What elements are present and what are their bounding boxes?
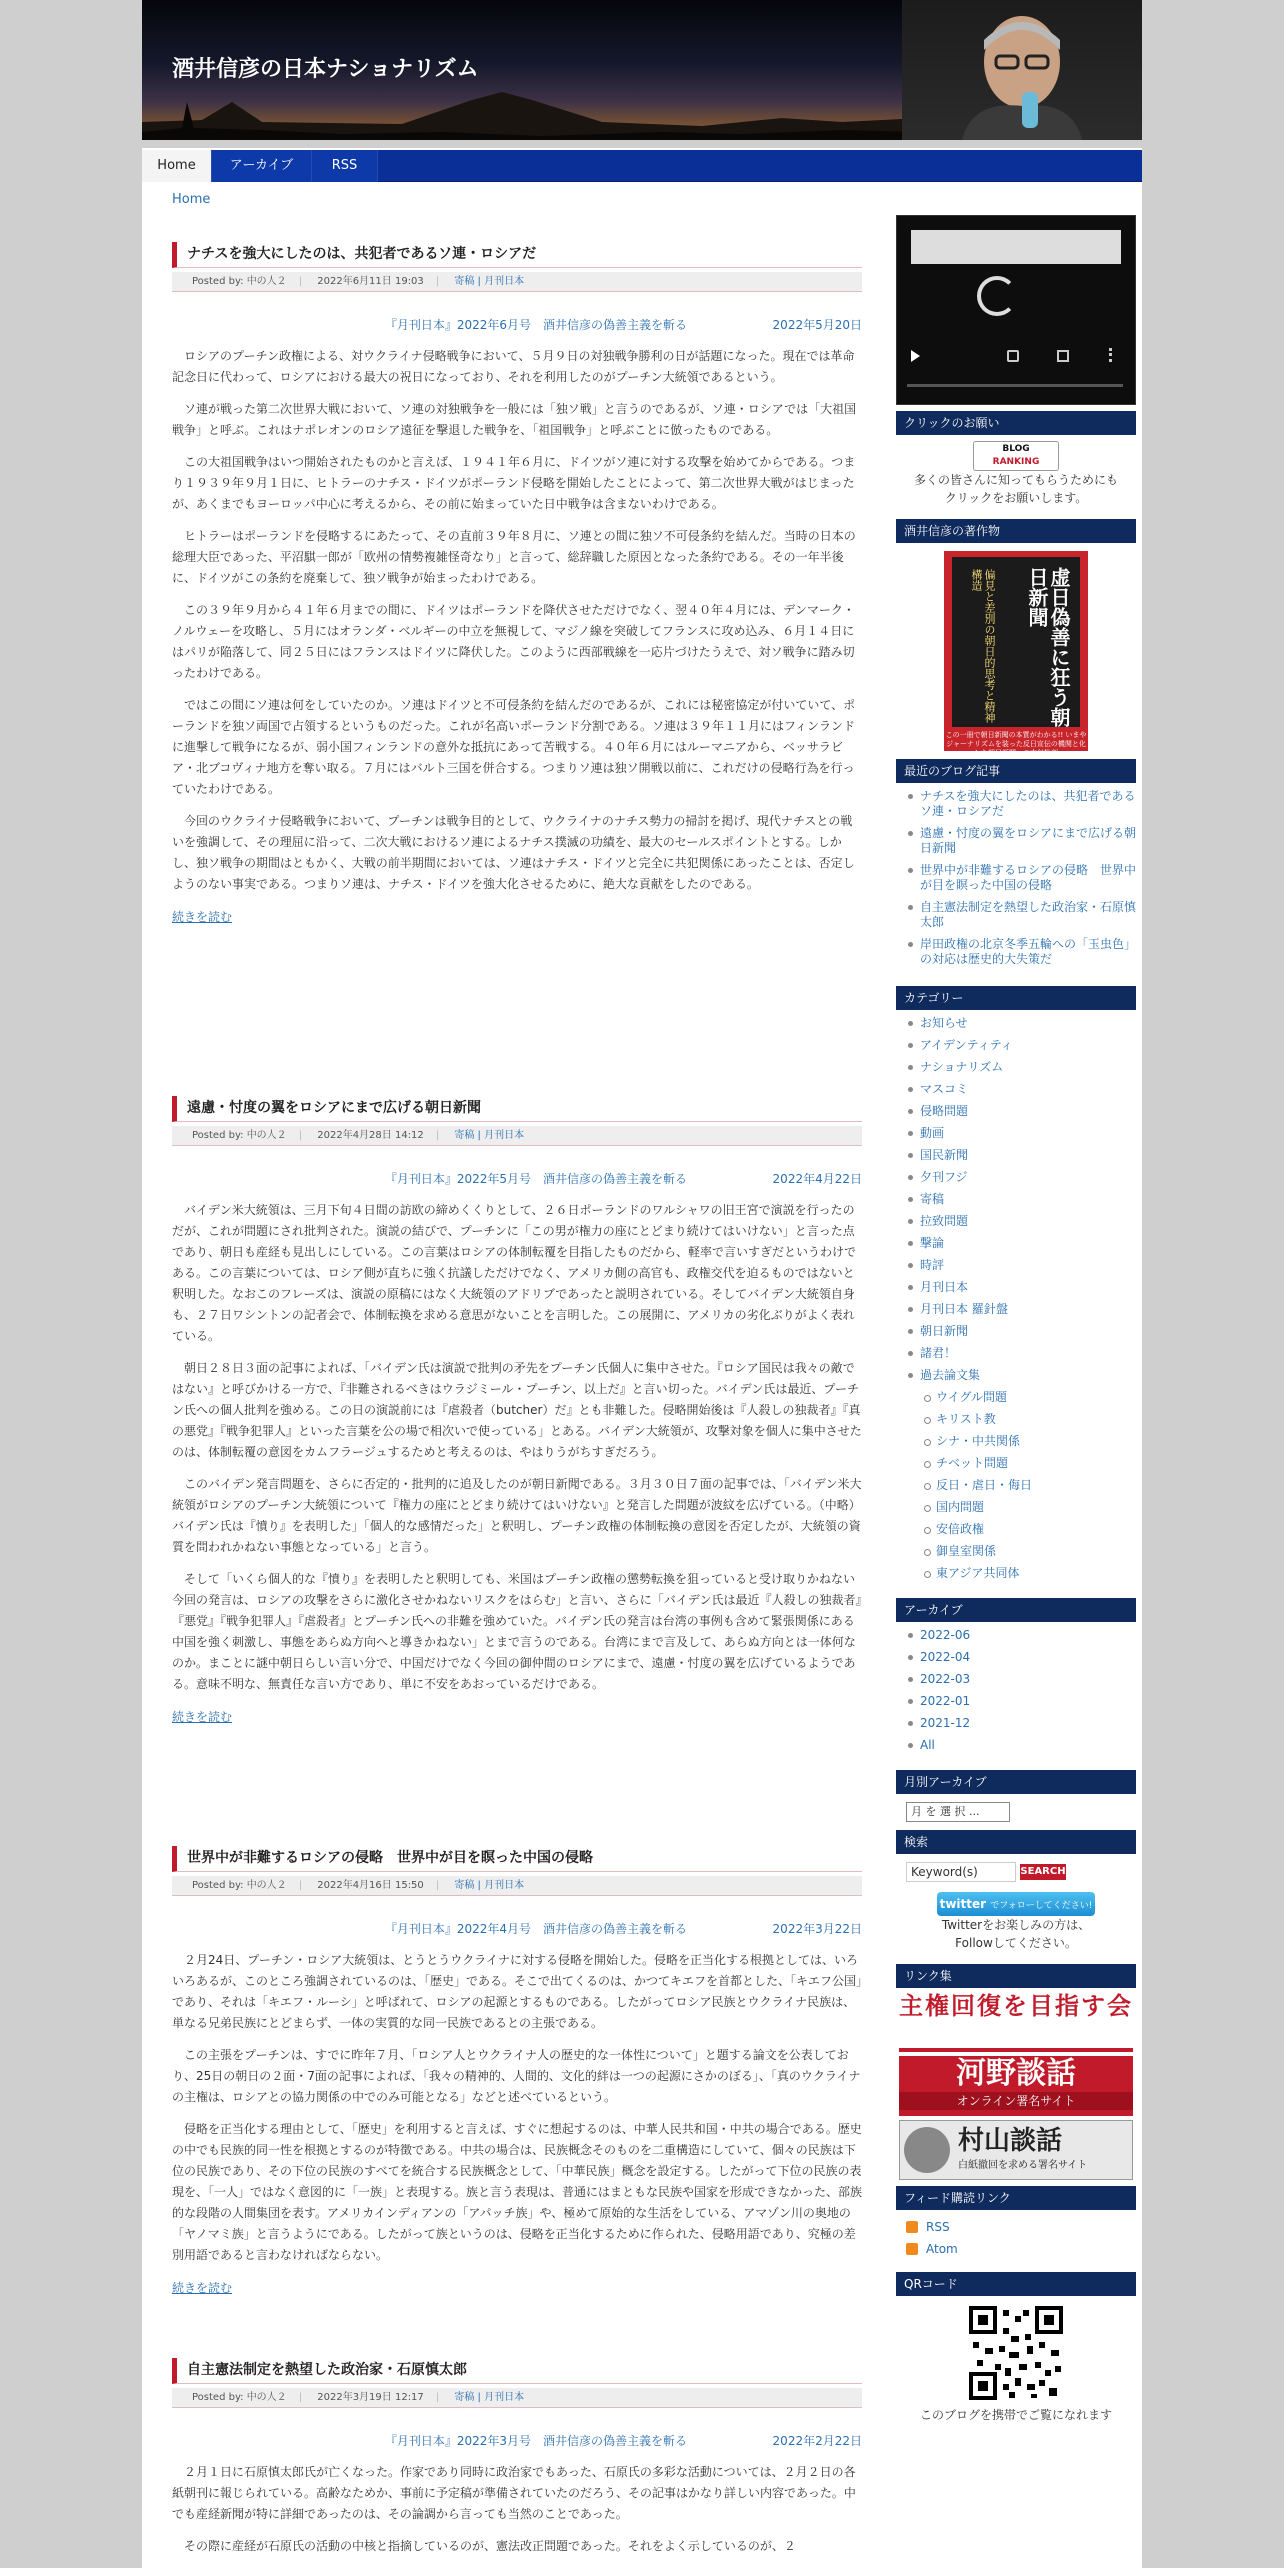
qr-code <box>969 2306 1063 2400</box>
paragraph: そして「いくら個人的な『憤り』を表明したと釈明しても、米国はプーチン政権の懲勢転換を狙っていると受け取りかねない今回の発言は、ロシアの攻撃をさらに激化させかねないリスクをはらむ」と言い、さらに「バイデン氏は最近『人殺しの独裁者』『悪党』『戦争犯罪人』『虐殺者』とプーチン氏への非難を強めていた。バイデン氏の発言は台湾の事例も含めて緊張関係にある中国を強く刺激し、事態をあらぬ方向へと導きかねない」とまで言うのである。台湾にまで言及して、あらぬ方向とは一体何なのか。まことに謎中朝日らしい言い分で、中国だけでなく今回の御仲間のロシアにまで、遠慮・忖度の翼を広げているようである。意味不明な、無責任な言い方であり、単に不安をあおっているだけである。 <box>172 1572 862 1691</box>
post-reference <box>172 1920 862 1936</box>
reference-title: 『月刊日本』2022年4月号 酒井信彦の偽善主義を斬る <box>384 1922 687 1936</box>
rss-icon <box>906 2221 918 2233</box>
paragraph: ヒトラーはポーランドを侵略するにあたって、その直前３９年８月に、ソ連との間に独ソ不可侵条約を結んだ。当時の日本の総理大臣であった、平沼騏一郎が「欧州の情勢複雑怪奇なり」と言って、総辞職した原因となった条約である。その一年半後に、ドイツがこの条約を廃棄して、独ソ戦争が始まったわけである。 <box>172 529 856 585</box>
post-body <box>172 1950 862 2266</box>
recent-post-link[interactable]: ナチスを強大にしたのは、共犯者であるソ連・ロシアだ <box>906 789 1136 819</box>
widget-title-category: カテゴリー <box>896 986 1136 1010</box>
paragraph: この３９年９月から４１年６月までの間に、ドイツはポーランドを降伏させただけでなく、翌４０年４月には、デンマーク・ノルウェーを攻略し、５月にはオランダ・ベルギーの中立を無視して、マジノ線を突破してフランスに攻め込み、６月１４日にはパリが陥落して、同２５日にはフランスはドイツに降伏した。このように西部戦線を一応片づけたうえで、対ソ戦争に踏み切ったわけである。 <box>172 603 855 680</box>
reference-date: 2022年2月22日 <box>772 2434 862 2448</box>
twitter-button-small: でフォローしてください! <box>990 1901 1093 1911</box>
recent-posts-list <box>896 783 1136 980</box>
reference-title: 『月刊日本』2022年3月号 酒井信彦の偽善主義を斬る <box>384 2434 687 2448</box>
reference-date: 2022年4月22日 <box>772 1172 862 1186</box>
category-link[interactable]: 国民新聞 <box>906 1148 1136 1162</box>
post-meta: Posted by: 中の人２ | 2022年4月28日 14:12 | 寄稿 | 月刊日本 <box>172 1126 862 1146</box>
archive-link[interactable]: 2022-03 <box>906 1672 1136 1686</box>
post-title[interactable]: 世界中が非難するロシアの侵略 世界中が目を瞑った中国の侵略 <box>172 1846 862 1872</box>
widget-title-qr: QRコード <box>896 2272 1136 2296</box>
post-author: Posted by: 中の人２ <box>192 276 287 287</box>
category-link[interactable]: 月刊日本 <box>906 1280 1136 1294</box>
paragraph: ２月24日、プーチン・ロシア大統領は、とうとうウクライナに対する侵略を開始した。侵略を正当化する根拠としては、いろいろあるが、このところ強調されているのは、「歴史」である。そこで出てくるのは、かつてキエフを首都とした、「キエフ公国」であり、それは「キエフ・ルーシ」と呼ばれて、ロシアの起源とするものである。したがってロシア民族とウクライナ民族は、単なる兄弟民族にとどまらず、一体の実質的な同一民族であるとの主張である。 <box>172 1953 863 2030</box>
widget-title-recent: 最近のブログ記事 <box>896 759 1136 783</box>
banner-murayama-text: 村山談話 <box>958 2126 1063 2156</box>
category-link[interactable]: 侵略問題 <box>906 1104 1136 1118</box>
post <box>172 2358 862 2568</box>
post-author: Posted by: 中の人２ <box>192 2392 287 2403</box>
read-more-link[interactable]: 続きを読む <box>172 910 233 924</box>
subcategory-link[interactable]: 御皇室関係 <box>906 1544 1136 1558</box>
post <box>172 1846 862 2296</box>
subcategory-link[interactable]: 国内問題 <box>906 1500 1136 1514</box>
category-link[interactable]: 拉致問題 <box>906 1214 1136 1228</box>
click-widget <box>896 435 1136 513</box>
recent-post-link[interactable]: 遠慮・忖度の翼をロシアにまで広げる朝日新聞 <box>906 826 1136 856</box>
paragraph: ではこの間にソ連は何をしていたのか。ソ連はドイツと不可侵条約を結んだのであるが、これには秘密協定が付いていて、ポーランドを独ソ両国で占領するというものだった。これが名高いポーランド分割である。ソ連は３９年１１月にはフィンランドに進撃して戦争になるが、弱小国フィンランドの意外な抵抗にあって苦戦する。４０年６月にはルーマニアから、ベッサラビア・北ブコヴィナ地方を奪い取る。７月にはバルト三国を併合する。つまりソ連は独ソ開戦以前に、これだけの侵略行為を行っていたわけである。 <box>172 698 856 796</box>
archive-link[interactable]: 2022-06 <box>906 1628 1136 1642</box>
paragraph: ロシアのプーチン政権による、対ウクライナ侵略戦争において、５月９日の対独戦争勝利の日が話題になった。現在では革命記念日に代わって、ロシアにおける最大の祝日になっており、それを利用したのがプーチン大統領であるという。 <box>172 349 855 384</box>
book-cover-panel <box>952 557 1080 727</box>
category-link[interactable]: 朝日新聞 <box>906 1324 1136 1338</box>
tab-archive[interactable]: アーカイブ <box>212 150 312 182</box>
skyline-illustration <box>142 82 922 140</box>
subcategory-link[interactable]: キリスト教 <box>906 1412 1136 1426</box>
qr-text: このブログを携帯でご覧になれます <box>919 2408 1112 2422</box>
post-reference <box>172 2432 862 2448</box>
post-date: 2022年6月11日 19:03 <box>317 276 424 287</box>
category-list <box>896 1010 1136 1592</box>
post-category-link[interactable]: 寄稿 | 月刊日本 <box>454 1880 525 1891</box>
subcategory-link[interactable]: 東アジア共同体 <box>906 1566 1136 1580</box>
category-link[interactable]: 撃論 <box>906 1236 1136 1250</box>
monthly-archive-select[interactable]: 月 を 選 択 ... <box>906 1802 1010 1822</box>
post <box>172 242 862 925</box>
loading-spinner-icon <box>977 276 1017 316</box>
tab-rss[interactable]: RSS <box>312 150 378 182</box>
reference-title: 『月刊日本』2022年5月号 酒井信彦の偽善主義を斬る <box>384 1172 687 1186</box>
paragraph: この主張をプーチンは、すでに昨年７月、「ロシア人とウクライナ人の歴史的な一体性について」と題する論文を公表しており、25日の朝日の２面・7面の記事によれば、「我々の精神的、人間的、文化的絆は一つの起源にさかのぼる」、「真のウクライナの主権は、ロシアとの協力関係の中でのみ可能となる」などと述べているという。 <box>172 2048 861 2104</box>
banner-shuken-text: 主権回復を目指す会 <box>899 1992 1133 2020</box>
click-text-2: クリックをお願いします。 <box>944 491 1088 505</box>
archive-link[interactable]: 2022-01 <box>906 1694 1136 1708</box>
widget-title-books: 酒井信彦の著作物 <box>896 519 1136 543</box>
category-link[interactable]: ナショナリズム <box>906 1060 1136 1074</box>
video-progress-bar[interactable] <box>907 384 1123 387</box>
post-meta: Posted by: 中の人２ | 2022年4月16日 15:50 | 寄稿 | 月刊日本 <box>172 1876 862 1896</box>
category-link[interactable]: 動画 <box>906 1126 1136 1140</box>
badge-line2: RANKING <box>992 457 1040 467</box>
category-link[interactable]: 諸君！ <box>906 1346 1136 1360</box>
video-player[interactable] <box>896 215 1136 405</box>
banner-murayama-sub: 白紙撤回を求める署名サイト <box>958 2160 1088 2171</box>
archive-link[interactable]: 2021-12 <box>906 1716 1136 1730</box>
page <box>142 0 1142 2568</box>
video-frame <box>911 230 1121 264</box>
reference-date: 2022年5月20日 <box>772 318 862 332</box>
feed-atom-label: Atom <box>926 2242 958 2256</box>
murayama-portrait <box>904 2127 950 2173</box>
widget-title-monthly: 月別アーカイブ <box>896 1770 1136 1794</box>
category-link[interactable]: 月刊日本 羅針盤 <box>906 1302 1136 1316</box>
post-category-link[interactable]: 寄稿 | 月刊日本 <box>454 2392 525 2403</box>
widget-title-links: リンク集 <box>896 1964 1136 1988</box>
reference-title: 『月刊日本』2022年6月号 酒井信彦の偽善主義を斬る <box>384 318 687 332</box>
banner-kono-text: 河野談話 <box>956 2056 1076 2091</box>
subcategory-link[interactable]: 反日・虐日・侮日 <box>906 1478 1136 1492</box>
recent-post-link[interactable]: 世界中が非難するロシアの侵略 世界中が目を瞑った中国の侵略 <box>906 863 1136 893</box>
twitter-widget <box>896 1886 1136 1958</box>
post-author: Posted by: 中の人２ <box>192 1130 287 1141</box>
category-link[interactable]: 夕刊フジ <box>906 1170 1136 1184</box>
post-title[interactable]: 自主憲法制定を熱望した政治家・石原慎太郎 <box>172 2358 862 2384</box>
paragraph: ソ連が戦った第二次世界大戦において、ソ連の対独戦争を一般には「独ソ戦」と言うのであるが、ソ連・ロシアでは「大祖国戦争」と呼ぶ。これはナポレオンのロシア遠征を撃退した戦争を、「祖国戦争」と呼ぶことに倣ったものである。 <box>172 402 857 437</box>
twitter-text-1: Twitterをお楽しみの方は、 <box>941 1918 1091 1932</box>
post-category-link[interactable]: 寄稿 | 月刊日本 <box>454 276 525 287</box>
post-reference <box>172 1170 862 1186</box>
click-text-1: 多くの皆さんに知ってもらうためにも <box>913 473 1118 487</box>
banner-kono-sub: オンライン署名サイト <box>899 2092 1133 2110</box>
atom-feed-icon <box>906 2243 918 2255</box>
widget-title-click: クリックのお願い <box>896 411 1136 435</box>
paragraph: その際に産経が石原氏の活動の中核と指摘しているのが、憲法改正問題であった。それをよく示しているのが、２ <box>184 2539 796 2553</box>
paragraph: 朝日２８日３面の記事によれば、「バイデン氏は演説で批判の矛先をプーチン氏個人に集中させた。『ロシア国民は我々の敵ではない』と呼びかける一方で、『非難されるべきはウラジミール・プーチン、以上だ』と言い切った。バイデン氏は最近、プーチン氏への個人批判を強める。この日の演説前には『虐殺者（butcher）だ』とも非難した。侵略開始後は『人殺しの独裁者』『真の悪党』『戦争犯罪人』といった言葉を公の場で相次いで使っている」とある。バイデン大統領が、攻撃対象を個人に集中させたのは、体制転覆の意図をカムフラージュするためと考えるのは、やはりうがちすぎだろう。 <box>172 1361 862 1459</box>
post-title[interactable]: ナチスを強大にしたのは、共犯者であるソ連・ロシアだ <box>172 242 862 268</box>
fullscreen-icon[interactable] <box>1057 350 1069 362</box>
read-more-link[interactable]: 続きを読む <box>172 1710 233 1724</box>
recent-post-link[interactable]: 岸田政権の北京冬季五輪への「玉虫色」の対応は歴史的大失策だ <box>906 937 1136 967</box>
category-link[interactable]: 時評 <box>906 1258 1136 1272</box>
breadcrumb-home[interactable]: Home <box>172 192 211 207</box>
subcategory-link[interactable]: ウイグル問題 <box>906 1390 1136 1404</box>
post-reference <box>172 316 862 332</box>
feed-rss-label: RSS <box>926 2220 950 2234</box>
archive-link[interactable]: All <box>906 1738 1136 1752</box>
subcategory-link[interactable]: シナ・中共関係 <box>906 1434 1136 1448</box>
widget-title-feed: フィード購読リンク <box>896 2186 1136 2210</box>
paragraph: バイデン米大統領は、三月下旬４日間の訪欧の締めくくりとして、２６日ポーランドのワルシャワの旧王宮で演説を行ったのだが、これが問題にされ批判された。演説の結びで、プーチンに「この男が権力の座にとどまり続けてはいけない」と言った点であり、朝日も産経も見出しにしている。この言葉はロシアの体制転覆を目指したものだから、軽率で言いすぎだというわけである。この言葉については、ロシア側が直ちに強く抗議しただけでなく、アメリカ側の高官も、政権交代を迫るものではないと釈明した。なおこのフレーズは、演説の原稿にはなく大統領のアドリブであったと説明されている。そしてバイデン大統領自身も、２７日ワシントンの記者会で、体制転換を求める意思がないことを言明した。この展開に、アメリカの劣化ぶりがよく表れている。 <box>172 1203 857 1343</box>
archive-list <box>896 1622 1136 1764</box>
play-icon[interactable] <box>911 350 920 362</box>
archive-link[interactable]: 2022-04 <box>906 1650 1136 1664</box>
category-link[interactable]: アイデンティティ <box>906 1038 1136 1052</box>
paragraph: ２月１日に石原慎太郎氏が亡くなった。作家であり同時に政治家でもあった、石原氏の多彩な活動については、２月２日の各紙朝刊に報じられている。高齢なためか、事前に予定稿が準備されていたのだろう、その記事はかなり詳しい内容であった。中でも産経新聞が特に詳細であったのは、その論調から言っても当然のことであった。 <box>172 2465 856 2521</box>
volume-icon[interactable] <box>1007 350 1019 362</box>
category-link[interactable]: 過去論文集 <box>906 1368 1136 1382</box>
post-meta: Posted by: 中の人２ | 2022年6月11日 19:03 | 寄稿 | 月刊日本 <box>172 272 862 292</box>
book-subtitle: 偏見と差別の朝日的思考と精神構造 <box>970 569 996 723</box>
twitter-button-label: twitter <box>939 1897 987 1911</box>
feed-atom[interactable] <box>906 2238 1126 2260</box>
search-button[interactable]: SEARCH <box>1020 1864 1066 1880</box>
site-title[interactable]: 酒井信彦の日本ナショナリズム <box>172 57 479 82</box>
paragraph: このバイデン発言問題を、さらに否定的・批判的に追及したのが朝日新聞である。３月３０日７面の記事では、「バイデン米大統領がロシアのプーチン大統領について『権力の座にとどまり続けてはいけない』と発言した問題が波紋を広げている。（中略）バイデン氏は『憤り』を表明した」「個人的な感情だった」と釈明し、プーチン政権の体制転換の意図を否定したが、大統領の資質を問われかねない事態となっている」と言う。 <box>172 1477 862 1554</box>
author-photo <box>902 0 1142 140</box>
post-category-link[interactable]: 寄稿 | 月刊日本 <box>454 1130 525 1141</box>
blog-ranking-badge[interactable] <box>973 441 1059 471</box>
post-meta: Posted by: 中の人２ | 2022年3月19日 12:17 | 寄稿 | 月刊日本 <box>172 2388 862 2408</box>
read-more-link[interactable]: 続きを読む <box>172 2281 233 2295</box>
banner-shuken[interactable] <box>899 1992 1133 2052</box>
twitter-text-2: Followしてください。 <box>955 1936 1077 1950</box>
banner-kono[interactable] <box>899 2056 1133 2116</box>
post-date: 2022年4月28日 14:12 <box>317 1130 424 1141</box>
category-link[interactable]: 寄稿 <box>906 1192 1136 1206</box>
post-author: Posted by: 中の人２ <box>192 1880 287 1891</box>
global-nav <box>142 150 1142 182</box>
reference-date: 2022年3月22日 <box>772 1922 862 1936</box>
category-link[interactable]: マスコミ <box>906 1082 1136 1096</box>
post-date: 2022年3月19日 12:17 <box>317 2392 424 2403</box>
feed-links <box>896 2210 1136 2266</box>
post-title[interactable]: 遠慮・忖度の翼をロシアにまで広げる朝日新聞 <box>172 1096 862 1122</box>
twitter-follow-button[interactable] <box>937 1892 1095 1916</box>
paragraph: この大祖国戦争はいつ開始されたものかと言えば、１９４１年６月に、ドイツがソ連に対する攻撃を始めてからである。つまり１９３９年９月１日に、ヒトラーのナチス・ドイツがポーランド侵略を開始したことによって、第二次世界大戦がはじまったが、あくまでもヨーロッパ中心に考えるから、その前に始まっていた日中戦争は含まないわけである。 <box>172 455 856 511</box>
post <box>172 1096 862 1725</box>
category-link[interactable]: お知らせ <box>906 1016 1136 1030</box>
sidebar <box>896 215 1136 2430</box>
widget-title-archive: アーカイブ <box>896 1598 1136 1622</box>
subcategory-link[interactable]: チベット問題 <box>906 1456 1136 1470</box>
paragraph: 侵略を正当化する理由として、「歴史」を利用すると言えば、すぐに想起するのは、中華人民共和国・中共の場合である。歴史の中でも民族的同一性を根拠とするのが特徴である。中共の場合は、民族概念そのものを二重構造にしていて、個々の民族は下位の民族であり、その下位の民族のすべてを統合する民族概念として、「中華民族」概念を設定する。したがって下位の民族の表現を、「一人」ではなく意図的に「一族」と表現する。族と言う表現は、普通にはまともな民族や国家を形成できなかった、部族的な段階の人間集団を表す。アメリカインディアンの「アパッチ族」や、極めて原始的な生活をしている、アマゾン川の奥地の「ヤノマミ族」と言うようにである。したがって族というのは、侵略を正当化するために作られた、侵略用語であり、究極の差別用語であると言わなければならない。 <box>172 2122 863 2262</box>
site-header <box>142 0 1142 140</box>
recent-post-link[interactable]: 自主憲法制定を熱望した政治家・石原慎太郎 <box>906 900 1136 930</box>
post-body <box>172 1200 862 1695</box>
widget-title-search: 検索 <box>896 1830 1136 1854</box>
badge-line1: BLOG <box>1002 444 1030 454</box>
search-input[interactable]: Keyword(s) <box>906 1862 1016 1882</box>
book-title: 虚日偽善に狂う朝日新聞 <box>1025 567 1071 727</box>
book-band: この一冊で朝日新聞の本質がわかる!! いまやジャーナリズムを装った反日宣伝の機関と化した朝日新聞への本気批判 <box>945 731 1087 757</box>
paragraph: 今回のウクライナ侵略戦争において、プーチンは戦争目的として、ウクライナのナチス勢力の掃討を掲げ、現代ナチスとの戦いを強調して、その理屈に沿って、二次大戦におけるソ連によるナチス撲滅の功績を、最大のセールスポイントとする。しかし、独ソ戦争の期間はともかく、大戦の前半期間においては、ソ連はナチス・ドイツと完全に共犯関係にあったことは、否定しようのない事実である。つまりソ連は、ナチス・ドイツを強大化させるために、絶大な貢献をしたのである。 <box>172 814 855 891</box>
post-body <box>172 2462 862 2557</box>
banner-murayama[interactable] <box>899 2120 1133 2180</box>
subcategory-link[interactable]: 安倍政権 <box>906 1522 1136 1536</box>
feed-rss[interactable] <box>906 2216 1126 2238</box>
post-body <box>172 346 862 895</box>
header-divider <box>142 140 1142 148</box>
tab-home[interactable]: Home <box>142 150 212 182</box>
book-cover[interactable] <box>944 551 1088 757</box>
post-date: 2022年4月16日 15:50 <box>317 1880 424 1891</box>
search-form <box>906 1862 1126 1882</box>
more-options-icon[interactable] <box>1109 348 1112 362</box>
